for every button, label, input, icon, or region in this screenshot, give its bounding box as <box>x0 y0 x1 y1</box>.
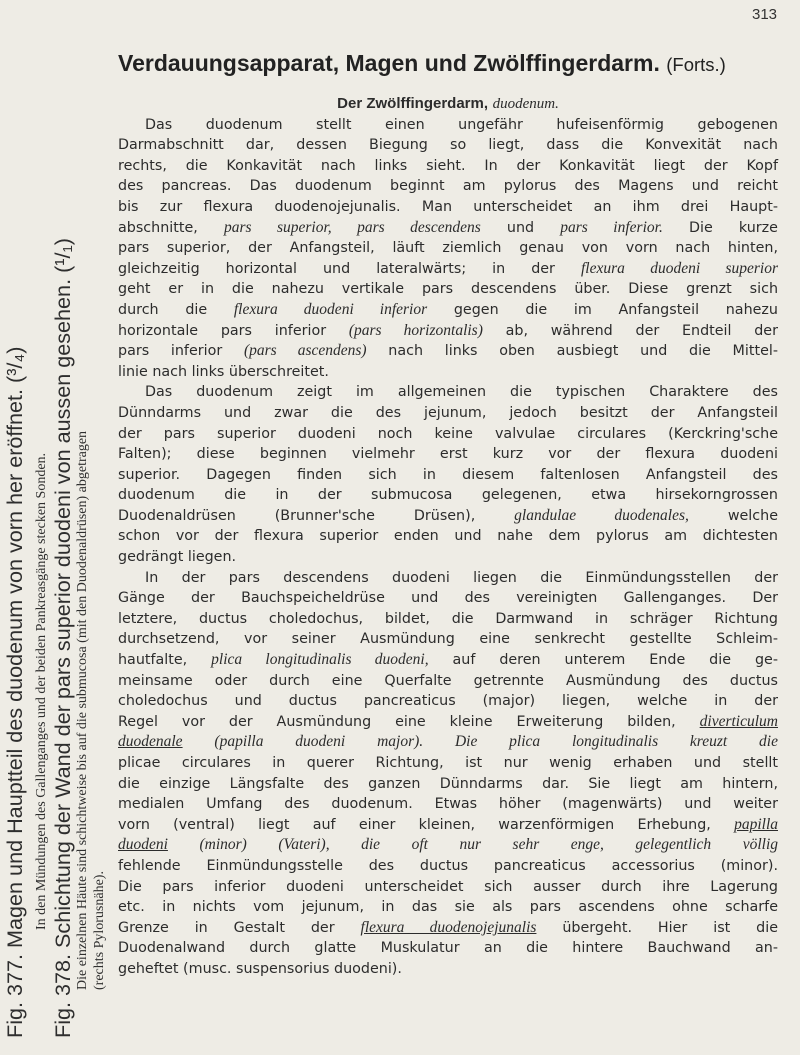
text-segment: Falten); diese beginnen vielmehr erst kurz vor der flexura duodeni <box>118 446 778 463</box>
text-line-content <box>118 446 778 462</box>
caption-fig-377-text: Magen und Hauptteil des duodenum von vorn her eröffnet. (³/₄) <box>2 346 27 948</box>
text-segment: Darmabschnitt dar, dessen Biegung so liegt, dass die Konvexität nach <box>118 137 778 154</box>
text-line <box>118 403 778 424</box>
text-segment: gedrängt liegen. <box>118 549 237 566</box>
text-line <box>118 382 778 403</box>
text-line-content <box>118 920 778 936</box>
text-line <box>118 794 778 815</box>
text-segment: der pars superior duodeni noch keine valvulae circulares (Kerckring'sche <box>118 425 778 442</box>
underlined-term: duodeni <box>118 836 168 854</box>
text-line <box>118 197 778 218</box>
text-line-content <box>118 631 778 647</box>
text-line-content <box>118 652 778 668</box>
italic-term: glandulae duodenales, <box>514 506 689 524</box>
text-line-content <box>118 776 778 792</box>
text-segment: fehlende Einmündungsstelle des ductus pancreaticus accessorius (minor). <box>118 857 778 874</box>
text-line <box>118 691 778 712</box>
text-line-content <box>118 714 778 730</box>
text-segment: abschnitte, <box>118 219 224 236</box>
text-line <box>118 362 778 383</box>
underlined-term: diverticulum <box>699 712 778 730</box>
italic-term: flexura duodeni inferior <box>233 300 428 318</box>
text-line-content <box>118 673 778 689</box>
text-segment: bis zur flexura duodenojejunalis. Man unterscheidet an ihm drei Haupt- <box>118 198 778 215</box>
text-line <box>118 424 778 445</box>
text-line <box>118 300 778 321</box>
text-line <box>118 526 778 547</box>
italic-term <box>118 733 183 750</box>
text-line-content <box>118 405 778 421</box>
page-header <box>118 50 798 77</box>
text-segment: Die pars inferior duodeni unterscheidet sich ausser durch ihre Lagerung <box>118 878 778 895</box>
text-segment: plicae circulares in querer Richtung, ist nur wenig erhaben und stellt <box>118 755 778 771</box>
text-segment: meinsame oder durch eine Querfalte getrennte Ausmündung des ductus <box>118 672 778 689</box>
text-line <box>118 835 778 856</box>
text-segment: etc. in nichts vom jejunum, in das sie als pars ascendens ohne scharfe <box>118 899 778 916</box>
text-segment: In der pars descendens duodeni liegen die Einmündungsstellen der <box>145 569 778 586</box>
text-segment: ab, während der Endteil der <box>482 322 778 339</box>
text-segment: Dünndarms und zwar die des jejunum, jedoch besitzt der Anfangsteil <box>118 404 778 421</box>
caption-fig-377-note <box>34 453 50 930</box>
underlined-term: flexura duodenojejunalis <box>360 918 537 936</box>
text-segment: Duodenalwand durch glatte Muskulatur an die hintere Bauchwand an- <box>118 940 778 957</box>
text-line-content <box>118 220 778 236</box>
text-segment: Gänge der Bauchspeicheldrüse und des vereinigten Gallenganges. Der <box>118 590 778 607</box>
text-segment: Regel vor der Ausmündung eine kleine Erweiterung bilden, <box>118 713 700 730</box>
text-line-content <box>118 611 778 627</box>
text-line-content <box>118 426 778 442</box>
caption-fig-377-label: Fig. 377. <box>2 953 27 1038</box>
text-line <box>118 897 778 918</box>
text-segment: hautfalte, <box>118 652 212 669</box>
text-line-content <box>118 281 778 297</box>
text-segment: geht er in die nahezu vertikale pars descendens über. Diese grenzt sich <box>118 281 778 298</box>
text-line-content <box>118 467 778 483</box>
text-segment: rechts, die Konkavität nach links sieht. In der Konkavität liegt der Kopf <box>118 157 778 174</box>
text-line <box>118 176 778 197</box>
text-segment: und <box>480 219 561 236</box>
underlined-term: duodenale <box>118 733 183 751</box>
text-segment: choledochus und ductus pancreaticus (major) liegen, welche in der <box>118 693 778 710</box>
text-line <box>118 341 778 362</box>
text-line-content <box>118 693 778 709</box>
text-line-content <box>118 528 778 544</box>
text-line <box>118 753 778 774</box>
text-line-content <box>118 364 329 380</box>
text-line-content <box>145 384 778 400</box>
text-line <box>118 321 778 342</box>
text-segment: letztere, ductus choledochus, bildet, die Darmwand in schräger Richtung <box>118 610 778 627</box>
text-segment: Das duodenum stellt einen ungefähr hufeisenförmig gebogenen <box>145 116 778 133</box>
text-line <box>118 650 778 671</box>
caption-fig-378-text: Schichtung der Wand der pars superior duodeni von aussen gesehen. (¹/₁) <box>50 238 75 948</box>
text-segment: welche <box>688 507 778 524</box>
text-line-content <box>118 302 778 318</box>
text-line <box>118 877 778 898</box>
caption-fig-378 <box>50 238 76 1038</box>
text-segment: die einzige Längsfalte des ganzen Dünndarms dar. Sie liegt am hintern, <box>118 775 778 792</box>
text-segment: durch die <box>118 301 234 318</box>
caption-fig-378-note2 <box>92 871 108 990</box>
text-line-content <box>118 899 778 915</box>
text-line-content <box>118 837 778 853</box>
text-line-content <box>118 858 778 874</box>
text-line-content <box>118 137 778 153</box>
text-segment: geheftet (musc. suspensorius duodeni). <box>118 960 402 977</box>
text-segment: Das duodenum zeigt im allgemeinen die typischen Charaktere des <box>145 384 778 401</box>
text-segment: auf deren unterem Ende die ge- <box>428 652 778 669</box>
text-line <box>118 259 778 280</box>
text-line <box>118 609 778 630</box>
text-line-content <box>118 343 778 359</box>
text-line-content <box>118 240 778 256</box>
italic-term: flexura duodeni superior <box>580 259 779 277</box>
text-line <box>118 918 778 939</box>
text-line-content <box>118 158 778 174</box>
text-line <box>118 115 778 136</box>
text-line <box>118 156 778 177</box>
text-line <box>118 238 778 259</box>
italic-term: plica longitudinalis duodeni, <box>211 651 429 669</box>
text-line <box>118 465 778 486</box>
text-line <box>118 135 778 156</box>
text-line <box>118 712 778 733</box>
text-line-content <box>145 570 778 586</box>
text-segment: gleichzeitig horizontal und lateralwärts; in der <box>118 260 581 277</box>
italic-term: (pars ascendens) <box>243 342 367 360</box>
italic-term: (papilla duodeni major). Die plica longitudinalis kreuzt die <box>182 733 778 751</box>
text-segment: des pancreas. Das duodenum beginnt am pylorus des Magens und reicht <box>118 178 778 195</box>
header-title: Verdauungsapparat, Magen und Zwölffingerdarm. <box>118 50 660 76</box>
text-segment: pars inferior <box>118 343 244 360</box>
text-line-content <box>118 178 778 194</box>
text-line <box>118 629 778 650</box>
underlined-term: papilla <box>734 815 778 833</box>
caption-fig-378-label: Fig. 378. <box>50 953 75 1038</box>
text-line <box>118 547 778 568</box>
caption-fig-377 <box>2 347 28 1038</box>
text-line <box>118 279 778 300</box>
text-line <box>118 671 778 692</box>
text-segment: horizontale pars inferior <box>118 322 349 339</box>
section-title-main: Der Zwölffingerdarm, <box>337 95 489 112</box>
text-segment: superior. Dagegen finden sich in diesem faltenlosen Anfangsteil des <box>118 466 778 483</box>
text-line <box>118 218 778 239</box>
text-line-content <box>118 549 236 565</box>
section-title <box>118 94 778 115</box>
text-line <box>118 938 778 959</box>
text-line-content <box>118 590 778 606</box>
text-line-content <box>118 755 778 771</box>
text-line-content <box>118 879 778 895</box>
caption-fig-378-note2-text: (rechts Pylorusnähe). <box>92 871 107 990</box>
text-line-content <box>118 817 778 833</box>
italic-term <box>734 816 778 833</box>
italic-term: (minor) (Vateri), die oft nur sehr enge, gelegentlich völlig <box>167 836 778 854</box>
text-line <box>118 774 778 795</box>
text-line-content <box>118 796 778 812</box>
italic-term <box>118 836 168 853</box>
text-line <box>118 959 778 980</box>
text-segment: pars superior, der Anfangsteil, läuft ziemlich genau von vorn nach hinten, <box>118 240 778 257</box>
text-line-content <box>118 940 778 956</box>
header-forts: (Forts.) <box>666 54 726 75</box>
text-line <box>118 485 778 506</box>
italic-term: pars superior, pars descendens <box>223 218 481 236</box>
text-segment: duodenum die in der submucosa gelegenen, etwa hirsekorngrossen <box>118 487 778 504</box>
italic-term <box>700 713 778 730</box>
text-segment: Duodenaldrüsen (Brunner'sche Drüsen), <box>118 507 515 524</box>
text-segment: Grenze in Gestalt der <box>118 919 361 936</box>
caption-fig-377-note-text: In den Mündungen des Gallenganges und der beiden Pankreasgänge stecken Sonden. <box>34 452 49 930</box>
text-line-content <box>118 961 402 977</box>
page-number: 313 <box>752 6 778 23</box>
text-segment: linie nach links überschreitet. <box>118 363 329 380</box>
text-line-content <box>118 323 778 339</box>
italic-term: pars inferior. <box>560 218 663 236</box>
text-line <box>118 568 778 589</box>
text-line <box>118 506 778 527</box>
text-line-content <box>145 117 778 133</box>
text-line <box>118 444 778 465</box>
caption-fig-378-note-text: Die einzelnen Häute sind schichtweise bis auf die submucosa (mit den Duodenaldrüsen) abgetragen <box>75 430 90 990</box>
text-line-content <box>118 508 778 524</box>
text-segment: übergeht. Hier ist die <box>536 919 779 936</box>
text-segment: nach links oben ausbiegt und die Mittel- <box>366 343 778 360</box>
text-line <box>118 732 778 753</box>
text-line <box>118 588 778 609</box>
text-line-content <box>118 487 778 503</box>
text-line-content <box>118 199 778 215</box>
text-segment: Die kurze <box>662 219 778 236</box>
text-line-content <box>118 734 778 750</box>
italic-term <box>361 919 537 936</box>
body-text <box>118 94 778 980</box>
text-segment: medialen Umfang des duodenum. Etwas höher (magenwärts) und weiter <box>118 796 778 813</box>
text-segment: vorn (ventral) liegt auf einer kleinen, warzenförmigen Erhebung, <box>118 816 735 833</box>
text-line <box>118 815 778 836</box>
figure-captions <box>0 0 132 1055</box>
text-segment: schon vor der flexura superior enden und nahe dem pylorus am dichtesten <box>118 528 778 545</box>
text-segment: durchsetzend, vor seiner Ausmündung eine senkrecht gestellte Schleim- <box>118 631 778 648</box>
text-line <box>118 856 778 877</box>
section-title-latin: duodenum. <box>492 96 559 112</box>
text-segment: gegen die im Anfangsteil nahezu <box>427 301 778 318</box>
italic-term: (pars horizontalis) <box>348 321 483 339</box>
caption-fig-378-note <box>75 431 91 990</box>
text-line-content <box>118 261 778 277</box>
